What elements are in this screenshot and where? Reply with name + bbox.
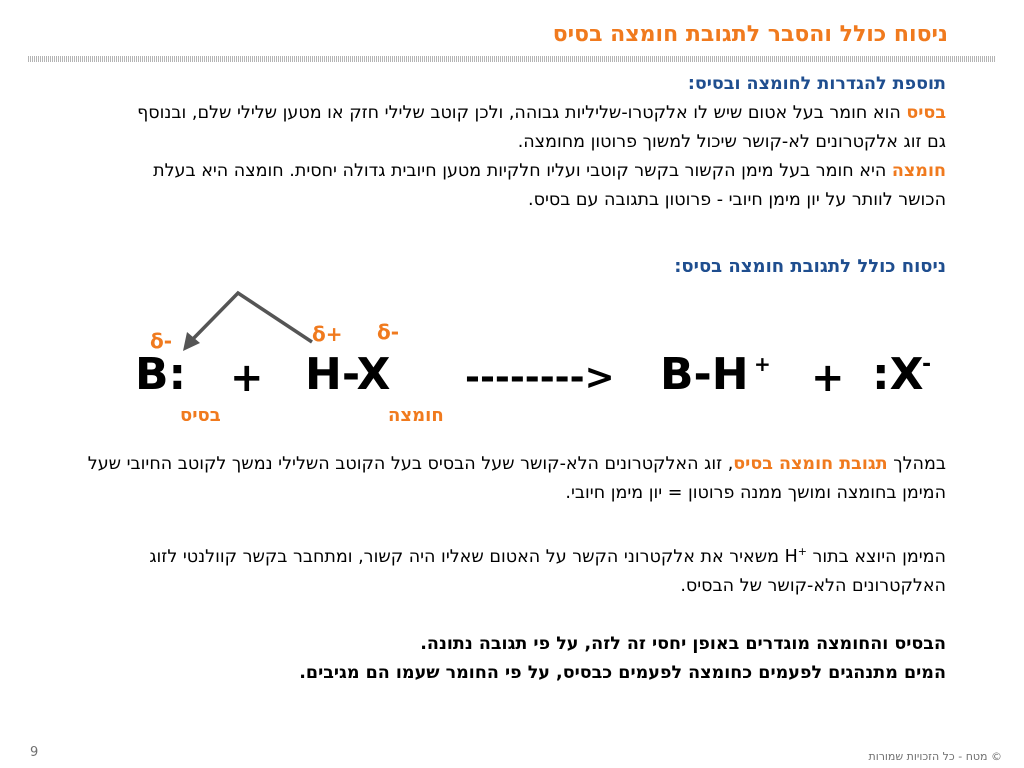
protonated-base-charge: + xyxy=(754,352,771,376)
general-equation-heading: ניסוח כולל לתגובת חומצה בסיס: xyxy=(674,256,946,277)
page-number: 9 xyxy=(30,745,39,760)
base-formula: B: xyxy=(135,349,187,400)
reaction-arrow: --------> xyxy=(465,357,615,398)
hydrogen-charge: + xyxy=(797,545,807,558)
electron-attack-arrow xyxy=(190,293,312,342)
base-label: בסיס xyxy=(180,405,221,426)
explanation-block xyxy=(86,450,946,688)
reaction-equation xyxy=(0,270,1024,430)
delta-plus-hydrogen: δ+ xyxy=(312,322,343,346)
hydrogen-symbol: H xyxy=(784,546,798,567)
delta-minus-x: δ- xyxy=(377,320,400,344)
copyright-notice: © מטח - כל הזכויות שמורות xyxy=(868,750,1002,763)
base-term: בסיס xyxy=(906,103,946,123)
reaction-term: תגובת חומצה בסיס xyxy=(733,454,888,474)
acid-definition-text: היא חומר בעל מימן הקשור בקשר קוטבי ועליו חלקיות מטען חיובית גדולה יחסית. חומצה היא בעלת הכושר לוותר על יון מימן חיובי - פרוטון בתגובה עם בסיס. xyxy=(153,161,946,210)
p2-post: משאיר את אלקטרוני הקשר על האטום שאליו היה קשור, ומתחבר בקשר קוולנטי לזוג האלקטרונים הלא-קושר של הבסיס. xyxy=(149,546,946,596)
base-definition xyxy=(116,99,946,157)
plus-sign-left: + xyxy=(230,355,264,401)
anion-charge: - xyxy=(922,352,932,377)
p1-post: , זוג האלקטרונים הלא-קושר שעל הבסיס בעל הקוטב השלילי נמשך לקוטב החיובי שעל המימן בחומצה ומושך ממנה פרוטון = יון מימן חיובי. xyxy=(87,454,946,503)
slide-title: ניסוח כולל והסבר לתגובת חומצה בסיס xyxy=(552,22,948,47)
protonated-base-formula: B-H xyxy=(660,349,749,400)
p2-pre: המימן היוצא בתור xyxy=(806,546,946,567)
p3-line-1: הבסיס והחומצה מוגדרים באופן יחסי זה לזה, על פי תגובה נתונה. xyxy=(420,633,946,654)
explanation-paragraph-1 xyxy=(86,450,946,508)
acid-term: חומצה xyxy=(891,161,946,181)
anion-formula: :X xyxy=(872,349,924,400)
explanation-paragraph-3 xyxy=(86,630,946,688)
acid-formula: H-X xyxy=(305,349,391,400)
definitions-heading: תוספת להגדרות לחומצה ובסיס: xyxy=(687,74,946,94)
definitions-block xyxy=(116,70,946,215)
base-definition-text: הוא חומר בעל אטום שיש לו אלקטרו-שליליות גבוהה, ולכן קוטב שלילי חזק או מטען שלילי שלם, ובנוסף גם זוג אלקטרונים לא-קושר שיכול למשוך פרוטון מחומצה. xyxy=(137,103,946,152)
title-divider xyxy=(28,56,996,62)
p1-pre: במהלך xyxy=(887,454,946,474)
hydrogen-ion xyxy=(785,547,807,567)
explanation-paragraph-2 xyxy=(86,537,946,601)
acid-definition xyxy=(116,157,946,215)
delta-minus-base: δ- xyxy=(150,329,173,353)
p3-line-2: המים מתנהגים לפעמים כחומצה לפעמים כבסיס, על פי החומר שעמו הם מגיבים. xyxy=(299,662,946,683)
acid-label: חומצה xyxy=(388,405,444,426)
plus-sign-right: + xyxy=(811,355,845,401)
